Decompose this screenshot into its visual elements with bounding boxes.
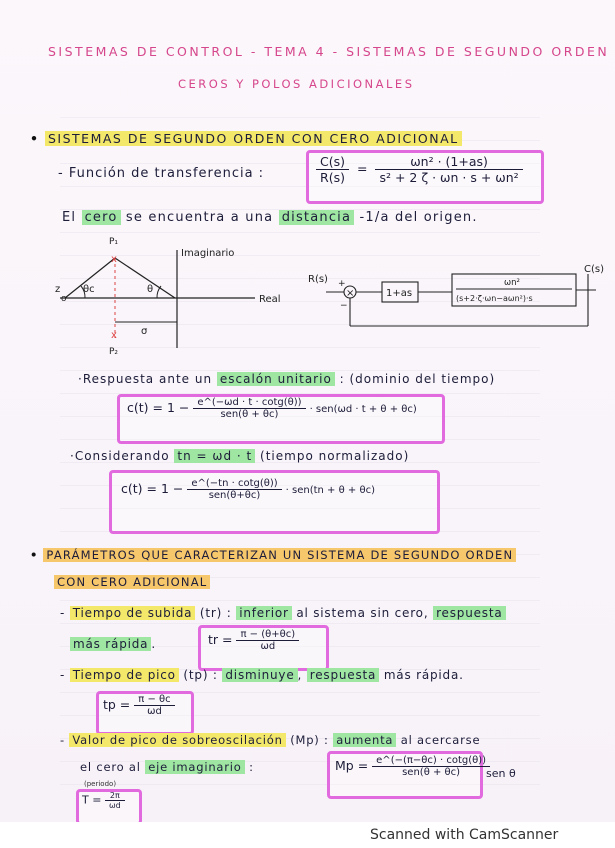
overshoot-text-2: el cero al eje imaginario : bbox=[80, 760, 254, 774]
tf-lhs: $\frac{C(s)}{R(s)}$ bbox=[316, 154, 349, 185]
peak-time-text: - Tiempo de pico (tp) : disminuye , respuesta más rápida. bbox=[60, 668, 464, 682]
axis-real-label: Real bbox=[259, 294, 281, 305]
scanner-watermark: Scanned with CamScanner bbox=[370, 827, 559, 843]
theta-label: θ bbox=[147, 284, 154, 295]
step-response-formula: c(t) = 1 − $\frac{e\^{}(-\omega d \cdot t \cdot \cot g(\theta))}{\text{sen(θ + θc)}}$ · sen(ωd · t + θ + θc) bbox=[127, 397, 417, 420]
period-formula: T = $\frac{2\pi}{\omega d}$ bbox=[82, 791, 125, 810]
pole-zero-diagram bbox=[55, 230, 305, 360]
rise-frac: $\frac{\pi - (\theta+\theta c)}{\omega d}$ bbox=[236, 629, 299, 652]
transfer-function-label: - Función de transferencia : bbox=[58, 166, 265, 181]
rise-time-text-2: más rápida . bbox=[70, 637, 156, 651]
mp-frac: $\frac{e\^{}(-(\pi-\theta c) \cdot \cot g(\theta))}{\text{sen(θ + θc)}}$ bbox=[372, 755, 490, 778]
peak-frac: $\frac{\pi - \theta c}{\omega d}$ bbox=[134, 694, 174, 717]
tf-rhs: $\frac{\text{ωn² · (1+as)}}{\text{s² + 2 ζ · ωn · s + ωn²}}$ bbox=[375, 154, 522, 185]
step-response-label: ·Respuesta ante un escalón unitario : (dominio del tiempo) bbox=[78, 372, 496, 386]
block-input-label: R(s) bbox=[308, 274, 328, 285]
pole-p2-marker: x bbox=[111, 330, 117, 341]
bullet-icon: • bbox=[30, 131, 40, 146]
peak-time-formula: tp = $\frac{\pi - \theta c}{\omega d}$ bbox=[103, 694, 175, 717]
scanner-footer bbox=[0, 822, 615, 848]
rise-time-text: - Tiempo de subida (tr) : inferior al sistema sin cero, respuesta bbox=[60, 606, 506, 620]
header-title: SISTEMAS DE CONTROL - TEMA 4 - SISTEMAS DE SEGUNDO ORDEN bbox=[48, 44, 610, 59]
theta-c-label: θc bbox=[83, 284, 95, 295]
header-subtitle: CEROS Y POLOS ADICIONALES bbox=[178, 77, 415, 91]
block-diagram bbox=[306, 262, 611, 340]
sum-x-icon: × bbox=[346, 288, 355, 299]
overshoot-tail: sen θ bbox=[486, 767, 516, 780]
period-frac: $\frac{2\pi}{\omega d}$ bbox=[105, 791, 125, 810]
axis-imag-label: Imaginario bbox=[181, 248, 235, 259]
step-frac: $\frac{e\^{}(-\omega d \cdot t \cdot \cot g(\theta))}{\text{sen(θ + θc)}}$ bbox=[193, 397, 305, 420]
block-1-label: 1+as bbox=[386, 288, 413, 299]
p1-label: P₁ bbox=[109, 237, 119, 247]
pole-line-right bbox=[115, 258, 175, 298]
period-label: (periodo) bbox=[84, 780, 117, 788]
overshoot-formula: Mp = $\frac{e\^{}(-(\pi-\theta c) \cdot \cot g(\theta))}{\text{sen(θ + θc)}}$ bbox=[335, 755, 490, 778]
pole-p1-marker: x bbox=[111, 254, 117, 265]
zero-marker: o bbox=[61, 294, 67, 304]
section2-heading-line1: • PARÁMETROS QUE CARACTERIZAN UN SISTEMA DE SEGUNDO ORDEN bbox=[30, 548, 516, 562]
block-output-label: C(s) bbox=[584, 264, 604, 275]
sigma-label: σ bbox=[141, 326, 148, 337]
normalized-response-formula: c(t) = 1 − $\frac{e\^{}(-tn \cdot \cot g(\theta))}{\text{sen(θ+θc)}}$ · sen(tn + θ + θc) bbox=[121, 478, 375, 501]
bullet-icon: • bbox=[30, 548, 39, 562]
block-2-den: (s+2·ζ·ωn−aωn²)·s bbox=[456, 294, 533, 303]
minus-sign: − bbox=[340, 301, 348, 311]
transfer-function-formula: $\frac{C(s)}{R(s)}$ = $\frac{\text{ωn² · (1+as)}}{\text{s² + 2 ζ · ωn · s + ωn²}}$ bbox=[316, 154, 523, 185]
norm-frac: $\frac{e\^{}(-tn \cdot \cot g(\theta))}{\text{sen(θ+θc)}}$ bbox=[187, 478, 281, 501]
section1-heading: • SISTEMAS DE SEGUNDO ORDEN CON CERO ADICIONAL bbox=[30, 131, 462, 146]
z-label: z bbox=[55, 284, 61, 295]
zero-location-text: El cero se encuentra a una distancia -1/a del origen. bbox=[62, 210, 478, 225]
section2-heading-line2: CON CERO ADICIONAL bbox=[54, 575, 210, 589]
overshoot-text: - Valor de pico de sobreoscilación (Mp) : aumenta al acercarse bbox=[60, 733, 481, 747]
block-2-num: ωn² bbox=[504, 278, 520, 288]
rise-time-formula: tr = $\frac{\pi - (\theta+\theta c)}{\omega d}$ bbox=[208, 629, 299, 652]
normalized-time-label: ·Considerando tn = ωd · t (tiempo normalizado) bbox=[70, 449, 410, 463]
p2-label: P₂ bbox=[109, 347, 119, 357]
plus-sign: + bbox=[338, 279, 346, 289]
